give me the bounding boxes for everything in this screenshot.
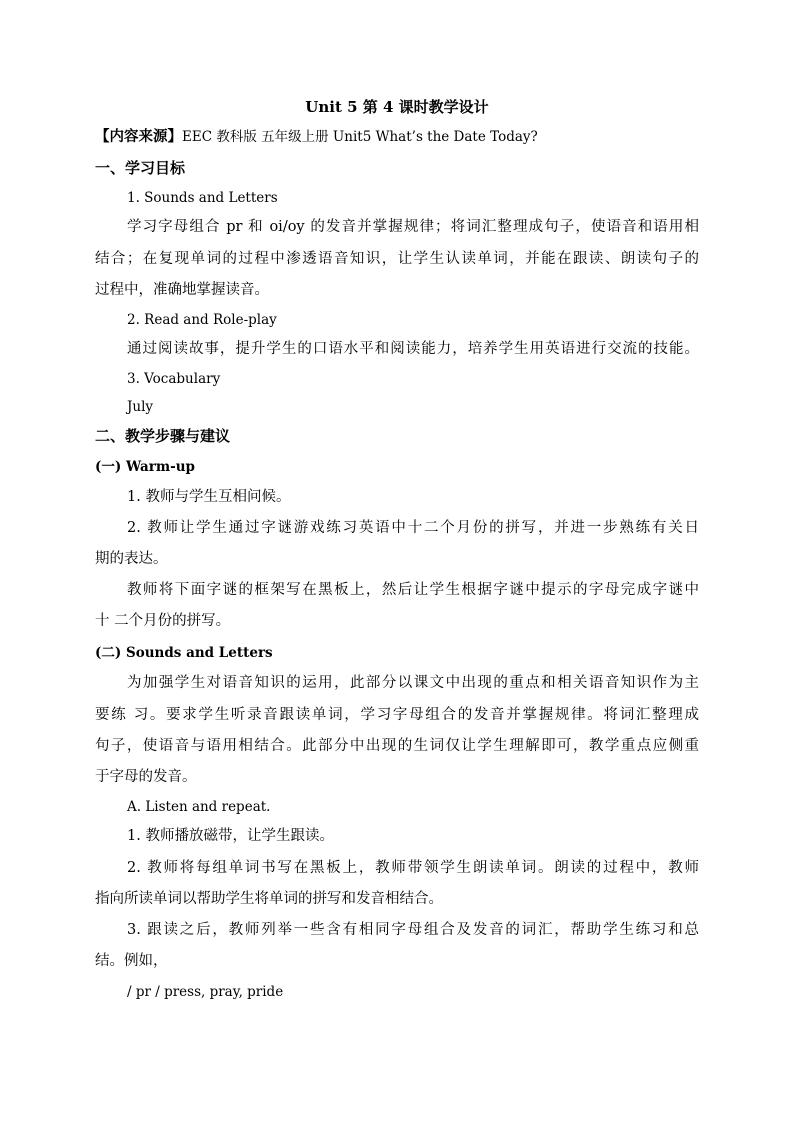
objective-2-text: 通过阅读故事，提升学生的口语水平和阅读能力，培养学生用英语进行交流的技能。 [127, 341, 699, 357]
objective-3-word: July [127, 399, 154, 415]
objective-1-text-line-2: 结合；在复现单词的过程中渗透语音知识，让学生认读单词，并能在跟读、朗读句子的 [95, 251, 699, 267]
part-1-step-3-line-2: 十 二个月份的拼写。 [95, 613, 231, 629]
part-2-intro-line-2: 要练 习。要求学生听录音跟读单词，学习字母组合的发音并掌握规律。将词汇整理成 [95, 707, 699, 723]
part-2-heading: (二) Sounds and Letters [95, 645, 273, 661]
part-2-a-step-3-line-2: 结。例如， [95, 953, 168, 969]
part-2-intro-line-4: 于字母的发音。 [95, 769, 197, 785]
part-2-a-title: A. Listen and repeat. [127, 799, 271, 815]
part-2-a-step-2-line-1: 2. 教师将每组单词书写在黑板上，教师带领学生朗读单词。朗读的过程中，教师 [127, 860, 699, 876]
part-1-step-2-line-1: 2. 教师让学生通过字谜游戏练习英语中十二个月份的拼写，并进一步熟练有关日 [127, 520, 699, 536]
part-1-step-2-line-2: 期的表达。 [95, 551, 168, 567]
section-heading-objectives: 一、学习目标 [95, 159, 186, 177]
part-2-intro-line-1: 为加强学生对语音知识的运用，此部分以课文中出现的重点和相关语音知识作为主 [127, 675, 699, 691]
part-1-heading: (一) Warm-up [95, 459, 195, 475]
objective-3-title: 3. Vocabulary [127, 371, 221, 387]
content-source-label: 【内容来源】 [95, 128, 182, 145]
section-heading-steps: 二、教学步骤与建议 [95, 427, 231, 445]
part-2-a-step-3-line-1: 3. 跟读之后，教师列举一些含有相同字母组合及发音的词汇，帮助学生练习和总 [127, 922, 699, 938]
part-2-a-step-2-line-2: 指向所读单词以帮助学生将单词的拼写和发音相结合。 [95, 891, 443, 907]
part-1-step-1: 1. 教师与学生互相问候。 [127, 489, 291, 505]
part-2-a-step-1: 1. 教师播放磁带，让学生跟读。 [127, 828, 334, 844]
objective-1-title: 1. Sounds and Letters [127, 190, 278, 206]
objective-1-text-line-3: 过程中，准确地掌握读音。 [95, 282, 269, 298]
part-1-step-3-line-1: 教师将下面字谜的框架写在黑板上，然后让学生根据字谜中提示的字母完成字谜中 [127, 582, 699, 598]
objective-1-text-line-1: 学习字母组合 pr 和 oi/oy 的发音并掌握规律；将词汇整理成句子，使语音和语用相 [127, 219, 699, 235]
part-2-a-example: / pr / press, pray, pride [127, 984, 284, 1000]
content-source-text: EEC 教科版 五年级上册 Unit5 What’s the Date Today? [182, 129, 538, 145]
content-source-line [95, 127, 538, 147]
part-2-intro-line-3: 句子，使语音与语用相结合。此部分中出现的生词仅让学生理解即可，教学重点应侧重 [95, 738, 699, 754]
page-title: Unit 5 第 4 课时教学设计 [305, 98, 489, 116]
objective-2-title: 2. Read and Role-play [127, 312, 277, 328]
